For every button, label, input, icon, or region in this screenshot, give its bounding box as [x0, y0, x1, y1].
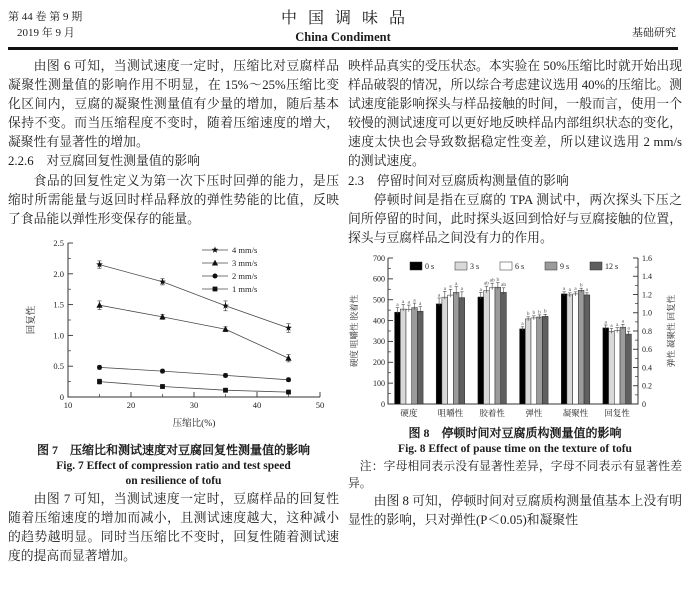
- svg-text:1 mm/s: 1 mm/s: [231, 283, 257, 294]
- svg-text:a: a: [621, 318, 625, 325]
- svg-text:咀嚼性: 咀嚼性: [437, 407, 464, 418]
- svg-text:b: b: [532, 310, 536, 317]
- svg-text:20: 20: [126, 399, 135, 410]
- svg-text:硬度 咀嚼性 胶着性: 硬度 咀嚼性 胶着性: [349, 294, 359, 368]
- svg-text:0: 0: [59, 391, 64, 402]
- journal-title-zh: 中国调味品: [280, 10, 416, 27]
- svg-text:0.2: 0.2: [642, 381, 652, 391]
- svg-text:压缩比(%): 压缩比(%): [172, 418, 215, 429]
- svg-text:3 mm/s: 3 mm/s: [231, 257, 257, 268]
- svg-text:a: a: [585, 287, 589, 294]
- svg-text:40: 40: [252, 399, 261, 410]
- svg-text:50: 50: [315, 399, 324, 410]
- svg-text:0 s: 0 s: [425, 261, 435, 271]
- svg-text:9 s: 9 s: [560, 261, 570, 271]
- journal-title-en: China Condiment: [295, 30, 391, 44]
- figure-8-bar-chart: [348, 252, 682, 424]
- svg-text:回复性: 回复性: [26, 305, 37, 335]
- svg-text:200: 200: [373, 358, 385, 368]
- svg-text:1.6: 1.6: [642, 253, 652, 263]
- svg-text:1.0: 1.0: [52, 330, 64, 341]
- paragraph: 停顿时间是指在豆腐的 TPA 测试中，两次探头下压之间所停留的时间，此时探头返回到恰好与豆腐接触的位置，探头与豆腐样品之间没有力的作用。: [348, 192, 682, 245]
- svg-text:b: b: [579, 282, 583, 289]
- svg-text:4 mm/s: 4 mm/s: [231, 244, 257, 255]
- svg-text:12 s: 12 s: [605, 261, 619, 271]
- issue-date: 2019 年 9 月: [17, 27, 75, 39]
- svg-text:ab: ab: [483, 280, 490, 287]
- svg-text:600: 600: [373, 274, 385, 284]
- header-divider: [8, 47, 678, 50]
- svg-text:0: 0: [642, 399, 646, 409]
- svg-text:a: a: [407, 299, 411, 306]
- volume-issue: 第 44 卷 第 9 期: [8, 11, 83, 23]
- svg-text:700: 700: [373, 253, 385, 263]
- svg-text:b: b: [543, 308, 547, 315]
- svg-text:b: b: [526, 311, 530, 318]
- svg-text:0: 0: [381, 399, 385, 409]
- svg-text:a: a: [460, 286, 464, 293]
- right-column: [348, 57, 682, 530]
- svg-text:1.5: 1.5: [52, 299, 64, 310]
- figure-8-caption-en: Fig. 8 Effect of pause time on the texture of tofu: [398, 442, 632, 455]
- svg-text:a: a: [449, 283, 452, 290]
- svg-text:a: a: [479, 286, 482, 293]
- svg-text:500: 500: [373, 295, 385, 305]
- svg-text:3 s: 3 s: [470, 261, 480, 271]
- svg-text:a: a: [443, 285, 447, 292]
- svg-text:1.4: 1.4: [642, 271, 652, 281]
- svg-text:a: a: [437, 292, 441, 299]
- svg-text:1.0: 1.0: [642, 308, 652, 318]
- svg-text:a: a: [574, 286, 577, 293]
- figure-7-caption-zh: 图 7 压缩比和测试速度对豆腐回复性测量值的影响: [36, 442, 310, 457]
- svg-text:a: a: [615, 322, 619, 329]
- svg-text:0.6: 0.6: [642, 344, 652, 354]
- figure-7-caption-en-line1: Fig. 7 Effect of compression ratio and test speed: [56, 459, 291, 472]
- svg-text:6 s: 6 s: [515, 261, 525, 271]
- paragraph: 由图 8 可知，停顿时间对豆腐质构测量值基本上没有明显性的影响，只对弹性(P＜0.05)和凝聚性: [348, 494, 682, 528]
- svg-text:b: b: [538, 309, 541, 316]
- svg-text:400: 400: [373, 316, 385, 326]
- left-column: [8, 57, 339, 566]
- svg-text:a: a: [604, 319, 607, 326]
- section-heading-2-3: 2.3 停留时间对豆腐质构测量值的影响: [348, 173, 569, 188]
- svg-text:300: 300: [373, 337, 385, 347]
- svg-text:a: a: [568, 287, 572, 294]
- svg-text:胶着性: 胶着性: [479, 407, 505, 418]
- paragraph: 由图 6 可知，当测试速度一定时，压缩比对豆腐样品凝聚性测量值的影响作用不明显，在 15%～25%压缩比变化区间内，豆腐的凝聚性测量值有少量的增加，随后基本保持不变。而当压缩程度不变时，随着压缩速度的增大，凝聚性有显著性的增加。: [8, 59, 339, 150]
- svg-text:a: a: [521, 321, 524, 328]
- svg-text:10: 10: [63, 399, 72, 410]
- svg-text:0.4: 0.4: [642, 363, 652, 373]
- figure-8-note: 注：字母相同表示没有显著性差异，字母不同表示有显著性差异。: [348, 459, 682, 491]
- svg-text:a: a: [454, 280, 458, 287]
- paragraph: 食品的回复性定义为第一次下压时回弹的能力，是压缩时所需能量与返回时样品释放的弹性势能的比值，反映了食品能以弹性形变保存的能量。: [8, 173, 339, 226]
- svg-text:弹性 凝聚性 回复性: 弹性 凝聚性 回复性: [666, 294, 676, 368]
- svg-text:ab: ab: [489, 277, 495, 284]
- paragraph: 映样品真实的受压状态。本实验在 50%压缩比时就开始出现样品破裂的情况，所以综合考虑建议选用 40%的压缩比。测试速度能影响探头与样品接触的时间，一般而言，使用一个较慢的测试速度可以更好地反映样品内部组织状态的变化，速度太快也会导致数据稳定性变差，所以建议选用 2 mm/s 的测试速度。: [348, 59, 682, 169]
- figure-8-caption-zh: 图 8 停顿时间对豆腐质构测量值的影响: [408, 425, 622, 440]
- svg-text:1.2: 1.2: [642, 290, 652, 300]
- svg-text:30: 30: [189, 399, 198, 410]
- svg-text:2.5: 2.5: [52, 237, 64, 248]
- svg-text:a: a: [562, 286, 566, 293]
- svg-text:a: a: [396, 301, 399, 308]
- section-heading-2-2-6: 2.2.6 对豆腐回复性测量值的影响: [8, 154, 200, 169]
- svg-text:a: a: [627, 325, 630, 332]
- paragraph: 由图 7 可知，当测试速度一定时，豆腐样品的回复性随着压缩速度的增加而减小，且测试速度越大，这种减小的趋势越明显。同时当压缩比不变时，回复性随着测试速度的提高而显著增加。: [8, 491, 339, 564]
- svg-text:硬度: 硬度: [400, 407, 418, 418]
- figure-7-line-chart: [8, 233, 339, 441]
- section-label: 基础研究: [632, 27, 676, 39]
- svg-text:ab: ab: [500, 282, 507, 289]
- svg-text:凝聚性: 凝聚性: [562, 407, 589, 418]
- svg-text:2 mm/s: 2 mm/s: [231, 270, 257, 281]
- svg-text:a: a: [610, 322, 613, 329]
- svg-text:回复性: 回复性: [604, 407, 630, 418]
- svg-text:2.0: 2.0: [52, 268, 64, 279]
- svg-text:a: a: [413, 297, 416, 304]
- svg-text:0.5: 0.5: [52, 361, 64, 372]
- svg-text:100: 100: [373, 378, 385, 388]
- svg-text:0.8: 0.8: [642, 326, 652, 336]
- svg-text:弹性: 弹性: [525, 407, 543, 418]
- svg-text:a: a: [419, 300, 422, 307]
- figure-7-caption-en-line2: on resilience of tofu: [125, 475, 222, 488]
- journal-title-block: [0, 5, 686, 45]
- svg-text:b: b: [496, 276, 500, 283]
- svg-text:a: a: [401, 298, 405, 305]
